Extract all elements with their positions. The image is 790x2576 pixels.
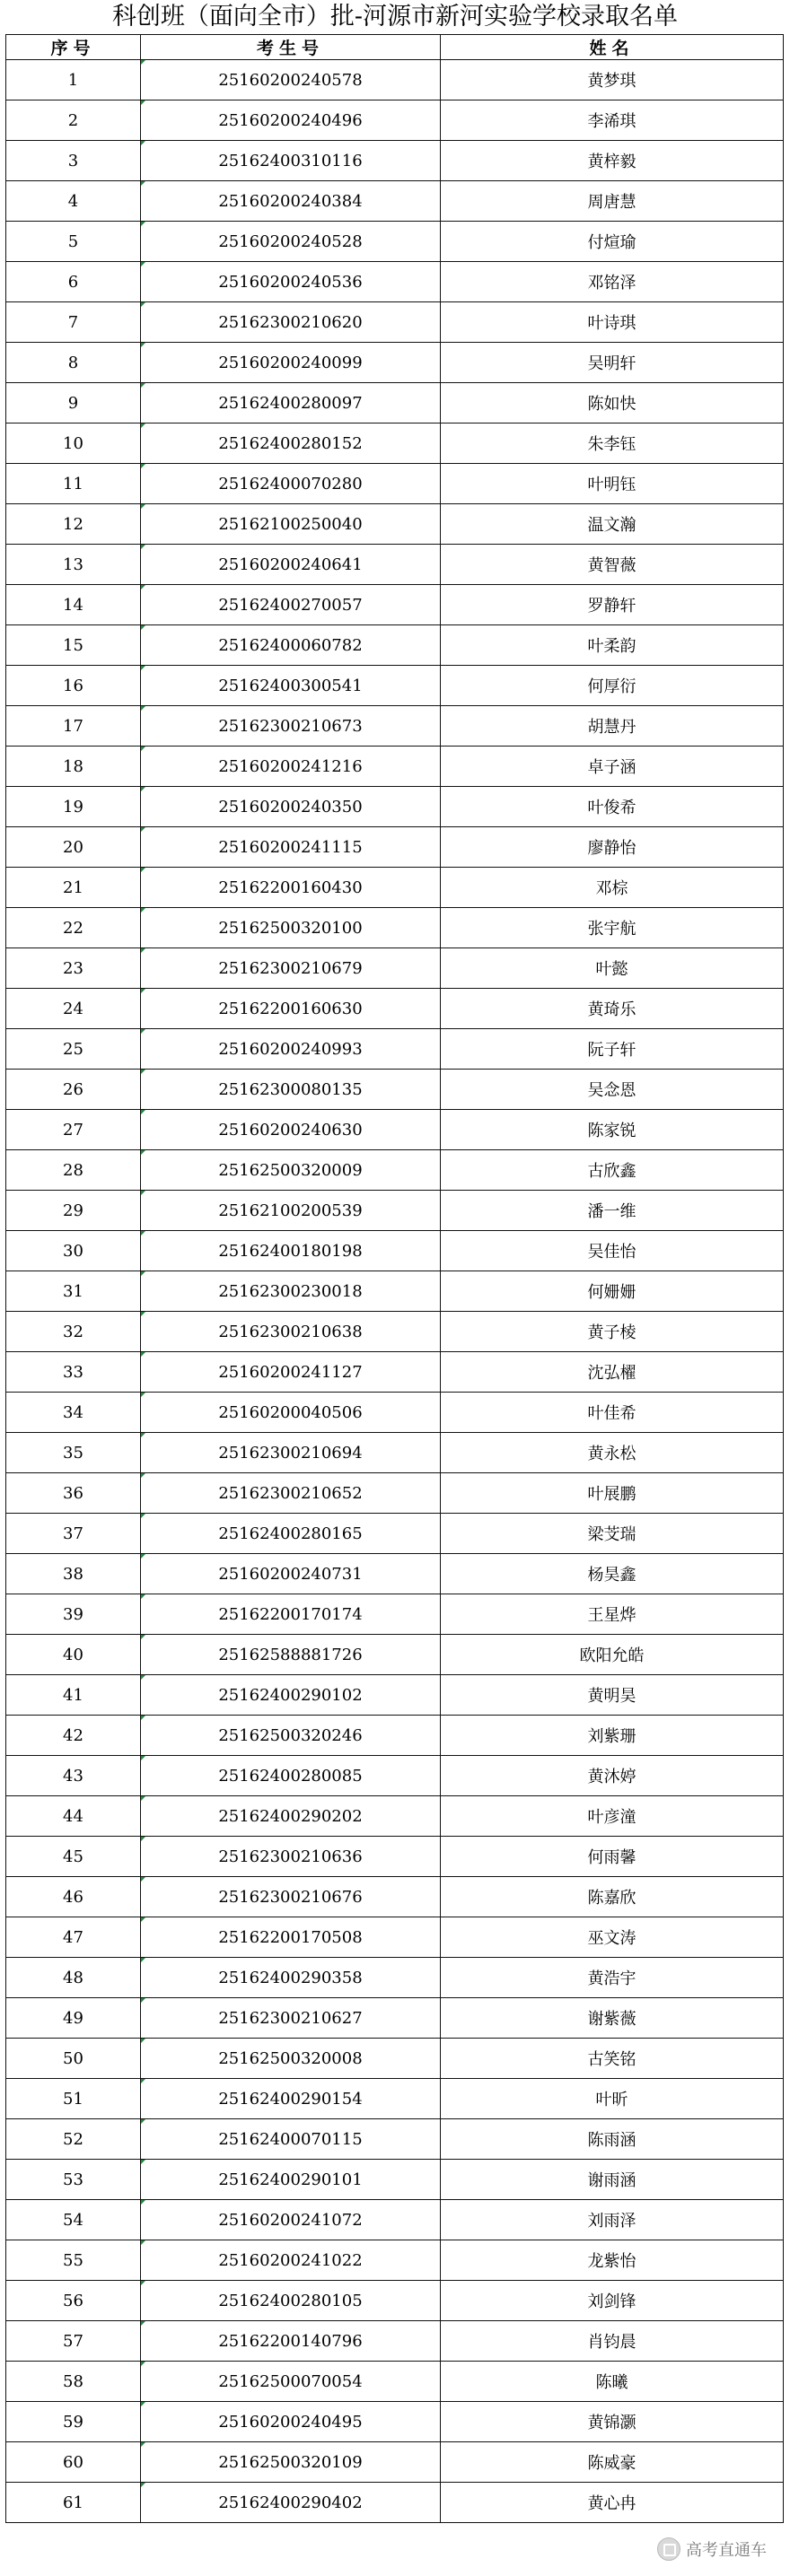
row-name: 周唐慧 [441, 181, 784, 222]
table-row [6, 1352, 784, 1393]
row-name: 黄子棱 [441, 1312, 784, 1352]
row-exam-no: 25162400290402 [141, 2483, 441, 2523]
row-seq: 53 [6, 2160, 141, 2200]
row-exam-no: 25162200140796 [141, 2321, 441, 2362]
row-exam-no: 25162200160630 [141, 989, 441, 1029]
table-row [6, 1150, 784, 1191]
table-row [6, 787, 784, 827]
table-row [6, 1958, 784, 1998]
row-seq: 46 [6, 1877, 141, 1917]
table-row [6, 1070, 784, 1110]
table-row [6, 1271, 784, 1312]
row-exam-no: 25160200240384 [141, 181, 441, 222]
row-name: 邓棕 [441, 868, 784, 908]
row-exam-no: 25160200240630 [141, 1110, 441, 1150]
row-name: 黄锦灏 [441, 2402, 784, 2442]
table-row [6, 1756, 784, 1796]
row-exam-no: 25162400290358 [141, 1958, 441, 1998]
row-name: 邓铭泽 [441, 262, 784, 302]
row-exam-no: 25162500320100 [141, 908, 441, 948]
table-row [6, 1635, 784, 1675]
row-exam-no: 25162300210679 [141, 948, 441, 989]
row-seq: 56 [6, 2281, 141, 2321]
table-row [6, 666, 784, 706]
row-name: 叶佳希 [441, 1393, 784, 1433]
table-row [6, 1029, 784, 1070]
table-row [6, 585, 784, 625]
table-row [6, 2079, 784, 2119]
row-name: 吴佳怡 [441, 1231, 784, 1271]
row-exam-no: 25162400290154 [141, 2079, 441, 2119]
row-seq: 58 [6, 2362, 141, 2402]
row-seq: 7 [6, 302, 141, 343]
row-seq: 31 [6, 1271, 141, 1312]
row-exam-no: 25162300210673 [141, 706, 441, 747]
row-seq: 27 [6, 1110, 141, 1150]
row-seq: 55 [6, 2240, 141, 2281]
row-exam-no: 25160200240993 [141, 1029, 441, 1070]
row-name: 陈如快 [441, 383, 784, 424]
row-name: 何姗姗 [441, 1271, 784, 1312]
row-name: 黄智薇 [441, 545, 784, 585]
row-exam-no: 25162500070054 [141, 2362, 441, 2402]
row-name: 温文瀚 [441, 504, 784, 545]
row-exam-no: 25162400070280 [141, 464, 441, 504]
row-name: 巫文涛 [441, 1917, 784, 1958]
row-seq: 4 [6, 181, 141, 222]
watermark-logo-icon [657, 2537, 680, 2561]
row-seq: 41 [6, 1675, 141, 1716]
row-name: 欧阳允皓 [441, 1635, 784, 1675]
table-row [6, 383, 784, 424]
row-exam-no: 25162400300541 [141, 666, 441, 706]
row-exam-no: 25160200241022 [141, 2240, 441, 2281]
row-name: 陈曦 [441, 2362, 784, 2402]
table-row [6, 141, 784, 181]
row-name: 刘剑锋 [441, 2281, 784, 2321]
row-seq: 49 [6, 1998, 141, 2039]
row-name: 叶昕 [441, 2079, 784, 2119]
row-name: 黄心冉 [441, 2483, 784, 2523]
table-row [6, 2483, 784, 2523]
row-seq: 36 [6, 1473, 141, 1514]
row-exam-no: 25162200160430 [141, 868, 441, 908]
table-row [6, 1554, 784, 1594]
table-row [6, 464, 784, 504]
row-name: 吴明轩 [441, 343, 784, 383]
row-name: 潘一维 [441, 1191, 784, 1231]
row-exam-no: 25162400060782 [141, 625, 441, 666]
row-exam-no: 25162200170174 [141, 1594, 441, 1635]
row-seq: 50 [6, 2039, 141, 2079]
row-exam-no: 25162300210676 [141, 1877, 441, 1917]
row-seq: 45 [6, 1837, 141, 1877]
table-row [6, 1110, 784, 1150]
row-seq: 40 [6, 1635, 141, 1675]
row-exam-no: 25160200240578 [141, 60, 441, 100]
row-seq: 60 [6, 2442, 141, 2483]
row-seq: 52 [6, 2119, 141, 2160]
row-exam-no: 25160200241127 [141, 1352, 441, 1393]
row-seq: 42 [6, 1716, 141, 1756]
row-exam-no: 25160200240731 [141, 1554, 441, 1594]
row-exam-no: 25160200040506 [141, 1393, 441, 1433]
row-seq: 21 [6, 868, 141, 908]
row-exam-no: 25162400280152 [141, 424, 441, 464]
table-row [6, 1433, 784, 1473]
row-name: 梁芠瑞 [441, 1514, 784, 1554]
row-seq: 5 [6, 222, 141, 262]
row-seq: 23 [6, 948, 141, 989]
row-name: 黄明昊 [441, 1675, 784, 1716]
row-exam-no: 25160200240528 [141, 222, 441, 262]
table-row [6, 1312, 784, 1352]
row-seq: 61 [6, 2483, 141, 2523]
row-seq: 14 [6, 585, 141, 625]
row-seq: 13 [6, 545, 141, 585]
table-row [6, 1837, 784, 1877]
row-seq: 35 [6, 1433, 141, 1473]
row-exam-no: 25162400280097 [141, 383, 441, 424]
header-exam-no: 考生号 [141, 35, 441, 60]
row-name: 叶俊希 [441, 787, 784, 827]
row-exam-no: 25162400280105 [141, 2281, 441, 2321]
row-exam-no: 25162400270057 [141, 585, 441, 625]
table-row [6, 2281, 784, 2321]
row-exam-no: 25160200240536 [141, 262, 441, 302]
row-name: 谢紫薇 [441, 1998, 784, 2039]
row-name: 叶展鹏 [441, 1473, 784, 1514]
row-name: 沈弘櫂 [441, 1352, 784, 1393]
row-name: 陈嘉欣 [441, 1877, 784, 1917]
row-exam-no: 25162500320008 [141, 2039, 441, 2079]
row-exam-no: 25160200240495 [141, 2402, 441, 2442]
table-row [6, 2321, 784, 2362]
table-row [6, 100, 784, 141]
row-name: 黄沐婷 [441, 1756, 784, 1796]
row-seq: 19 [6, 787, 141, 827]
row-name: 罗静轩 [441, 585, 784, 625]
row-name: 黄浩宇 [441, 1958, 784, 1998]
row-exam-no: 25162500320109 [141, 2442, 441, 2483]
table-row [6, 2240, 784, 2281]
row-exam-no: 25160200241115 [141, 827, 441, 868]
row-name: 何厚衍 [441, 666, 784, 706]
row-exam-no: 25162400290101 [141, 2160, 441, 2200]
page-title: 科创班（面向全市）批-河源市新河实验学校录取名单 [111, 3, 679, 31]
row-exam-no: 25162300210638 [141, 1312, 441, 1352]
row-name: 古欣鑫 [441, 1150, 784, 1191]
table-row [6, 504, 784, 545]
table-row [6, 2200, 784, 2240]
row-seq: 54 [6, 2200, 141, 2240]
row-name: 陈家锐 [441, 1110, 784, 1150]
row-name: 刘雨泽 [441, 2200, 784, 2240]
row-exam-no: 25162300210636 [141, 1837, 441, 1877]
table-row [6, 60, 784, 100]
row-name: 陈威豪 [441, 2442, 784, 2483]
table-row [6, 302, 784, 343]
table-row [6, 1716, 784, 1756]
row-name: 黄永松 [441, 1433, 784, 1473]
row-name: 叶彦潼 [441, 1796, 784, 1837]
row-seq: 33 [6, 1352, 141, 1393]
table-row [6, 1231, 784, 1271]
row-exam-no: 25162300080135 [141, 1070, 441, 1110]
table-row [6, 545, 784, 585]
row-name: 李浠琪 [441, 100, 784, 141]
row-name: 叶柔韵 [441, 625, 784, 666]
table-row [6, 948, 784, 989]
table-row [6, 1917, 784, 1958]
table-row [6, 868, 784, 908]
row-name: 廖静怡 [441, 827, 784, 868]
row-seq: 25 [6, 1029, 141, 1070]
table-row [6, 343, 784, 383]
row-seq: 2 [6, 100, 141, 141]
table-row [6, 1473, 784, 1514]
row-seq: 30 [6, 1231, 141, 1271]
row-seq: 6 [6, 262, 141, 302]
row-exam-no: 25160200240641 [141, 545, 441, 585]
row-exam-no: 25162400310116 [141, 141, 441, 181]
table-row [6, 2039, 784, 2079]
row-seq: 24 [6, 989, 141, 1029]
table-row [6, 1998, 784, 2039]
row-exam-no: 25162100200539 [141, 1191, 441, 1231]
row-exam-no: 25162400290102 [141, 1675, 441, 1716]
row-seq: 9 [6, 383, 141, 424]
row-name: 肖钧晨 [441, 2321, 784, 2362]
row-seq: 20 [6, 827, 141, 868]
row-seq: 38 [6, 1554, 141, 1594]
table-row [6, 1191, 784, 1231]
table-row [6, 2442, 784, 2483]
row-exam-no: 25162500320246 [141, 1716, 441, 1756]
table-row [6, 747, 784, 787]
watermark-text: 高考直通车 [686, 2541, 767, 2560]
row-name: 黄琦乐 [441, 989, 784, 1029]
row-name: 叶明钰 [441, 464, 784, 504]
row-seq: 44 [6, 1796, 141, 1837]
row-exam-no: 25160200240496 [141, 100, 441, 141]
row-exam-no: 25162300210652 [141, 1473, 441, 1514]
row-exam-no: 25162588881726 [141, 1635, 441, 1675]
row-name: 吴念恩 [441, 1070, 784, 1110]
table-row [6, 1514, 784, 1554]
row-exam-no: 25162400070115 [141, 2119, 441, 2160]
row-name: 叶懿 [441, 948, 784, 989]
row-exam-no: 25160200241216 [141, 747, 441, 787]
header-name: 姓名 [441, 35, 784, 60]
row-name: 杨昊鑫 [441, 1554, 784, 1594]
row-seq: 59 [6, 2402, 141, 2442]
table-row [6, 424, 784, 464]
row-name: 谢雨涵 [441, 2160, 784, 2200]
row-exam-no: 25160200241072 [141, 2200, 441, 2240]
watermark [657, 2537, 767, 2562]
table-row [6, 625, 784, 666]
table-row [6, 2402, 784, 2442]
table-row [6, 706, 784, 747]
row-name: 陈雨涵 [441, 2119, 784, 2160]
row-seq: 16 [6, 666, 141, 706]
row-name: 黄梦琪 [441, 60, 784, 100]
table-row [6, 908, 784, 948]
row-seq: 37 [6, 1514, 141, 1554]
table-row [6, 1675, 784, 1716]
row-seq: 26 [6, 1070, 141, 1110]
row-name: 张宇航 [441, 908, 784, 948]
table-row [6, 989, 784, 1029]
row-name: 古笑铭 [441, 2039, 784, 2079]
row-seq: 28 [6, 1150, 141, 1191]
row-seq: 18 [6, 747, 141, 787]
table-row [6, 1594, 784, 1635]
row-seq: 1 [6, 60, 141, 100]
row-exam-no: 25162400280085 [141, 1756, 441, 1796]
row-name: 龙紫怡 [441, 2240, 784, 2281]
row-name: 胡慧丹 [441, 706, 784, 747]
row-seq: 17 [6, 706, 141, 747]
row-seq: 43 [6, 1756, 141, 1796]
row-seq: 29 [6, 1191, 141, 1231]
row-seq: 34 [6, 1393, 141, 1433]
row-seq: 8 [6, 343, 141, 383]
row-exam-no: 25162400290202 [141, 1796, 441, 1837]
row-exam-no: 25162200170508 [141, 1917, 441, 1958]
row-exam-no: 25162300230018 [141, 1271, 441, 1312]
table-row [6, 1393, 784, 1433]
row-exam-no: 25162500320009 [141, 1150, 441, 1191]
row-exam-no: 25160200240350 [141, 787, 441, 827]
row-exam-no: 25162400180198 [141, 1231, 441, 1271]
row-seq: 22 [6, 908, 141, 948]
row-name: 刘紫珊 [441, 1716, 784, 1756]
row-exam-no: 25160200240099 [141, 343, 441, 383]
row-seq: 47 [6, 1917, 141, 1958]
row-seq: 48 [6, 1958, 141, 1998]
row-name: 王星烨 [441, 1594, 784, 1635]
row-seq: 12 [6, 504, 141, 545]
row-seq: 51 [6, 2079, 141, 2119]
table-row [6, 262, 784, 302]
row-seq: 3 [6, 141, 141, 181]
row-seq: 39 [6, 1594, 141, 1635]
row-seq: 10 [6, 424, 141, 464]
row-seq: 11 [6, 464, 141, 504]
admission-table [5, 34, 784, 2523]
row-name: 叶诗琪 [441, 302, 784, 343]
row-name: 何雨馨 [441, 1837, 784, 1877]
row-name: 朱李钰 [441, 424, 784, 464]
row-name: 卓子涵 [441, 747, 784, 787]
row-exam-no: 25162300210620 [141, 302, 441, 343]
row-seq: 57 [6, 2321, 141, 2362]
row-name: 黄梓毅 [441, 141, 784, 181]
row-exam-no: 25162300210627 [141, 1998, 441, 2039]
row-name: 付煊瑜 [441, 222, 784, 262]
table-row [6, 222, 784, 262]
header-seq: 序号 [6, 35, 141, 60]
table-row [6, 2362, 784, 2402]
table-row [6, 2119, 784, 2160]
row-seq: 15 [6, 625, 141, 666]
table-row [6, 827, 784, 868]
table-row [6, 2160, 784, 2200]
table-row [6, 1796, 784, 1837]
row-exam-no: 25162100250040 [141, 504, 441, 545]
row-exam-no: 25162400280165 [141, 1514, 441, 1554]
table-header-row [6, 35, 784, 60]
row-name: 阮子轩 [441, 1029, 784, 1070]
table-row [6, 181, 784, 222]
row-seq: 32 [6, 1312, 141, 1352]
table-row [6, 1877, 784, 1917]
row-exam-no: 25162300210694 [141, 1433, 441, 1473]
